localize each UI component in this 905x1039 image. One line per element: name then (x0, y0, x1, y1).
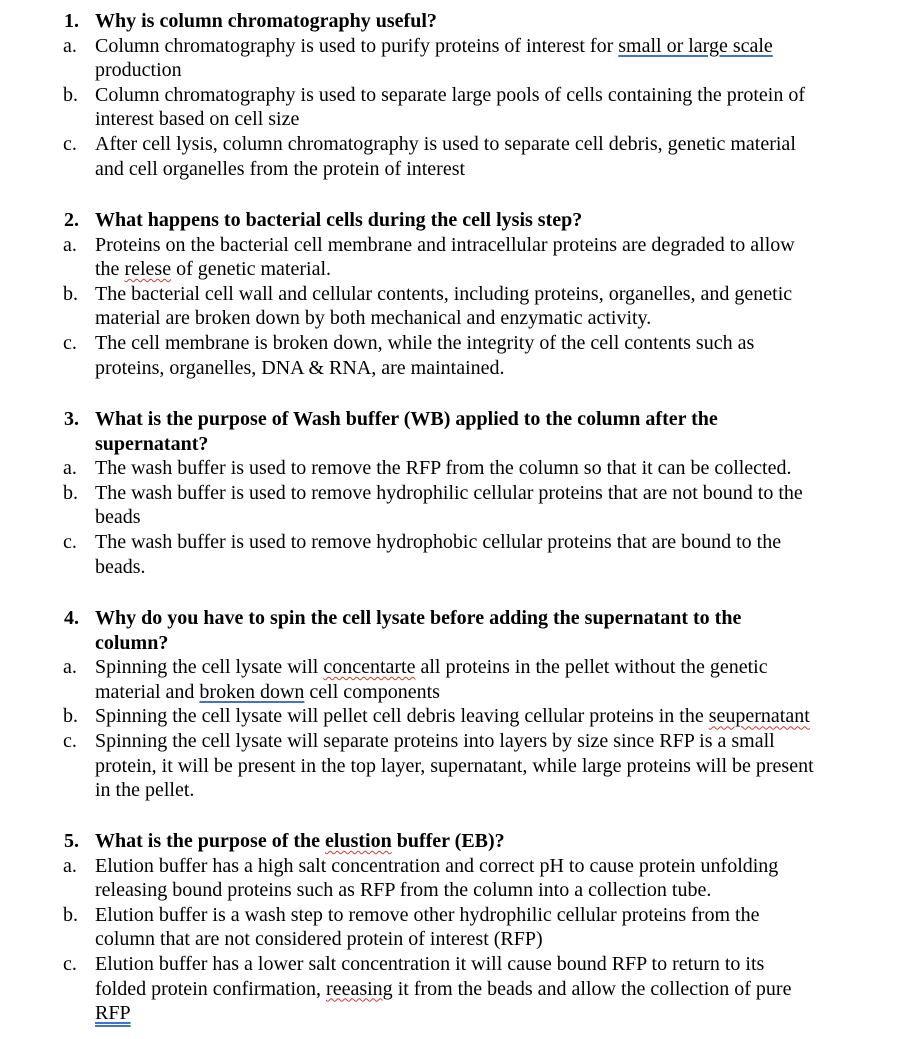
question-title: Why is column chromatography useful? (95, 10, 437, 32)
spelling-flag: concentarte (323, 656, 416, 679)
text-run: protein, it will be present in the top layer, supernatant, while large proteins will be present (95, 754, 814, 777)
option-text (95, 505, 141, 529)
option-text (95, 481, 803, 505)
text-run: folded protein confirmation, (95, 977, 327, 1000)
question-number: 4. (64, 607, 79, 629)
spelling-flag: elustion (325, 830, 392, 852)
text-run: Column chromatography is used to purify proteins of interest for (95, 34, 619, 57)
text-run: interest based on cell size (95, 108, 300, 131)
text-run: Proteins on the bacterial cell membrane and intracellular proteins are degraded to allow (95, 233, 795, 256)
text-run: Spinning the cell lysate will pellet cell debris leaving cellular proteins in the (95, 705, 709, 728)
text-run: of genetic material. (171, 258, 331, 281)
text-run: The wash buffer is used to remove hydrophilic cellular proteins that are not bound to the (95, 481, 803, 504)
text-run: production (95, 59, 182, 82)
option-text (95, 729, 775, 753)
spelling-flag: reeasing (326, 977, 393, 1000)
text-run: After cell lysis, column chromatography is used to separate cell debris, genetic material (95, 133, 796, 155)
text-run: proteins, organelles, DNA & RNA, are maintained. (95, 356, 505, 379)
text-run: Spinning the cell lysate will separate proteins into layers by size since RFP is a small (95, 730, 775, 752)
text-run: it from the beads and allow the collection of pure (392, 977, 792, 1000)
option-text (95, 903, 759, 927)
option-text (95, 282, 792, 306)
option-text (95, 58, 182, 82)
spelling-flag: relese (124, 258, 172, 281)
option-text (95, 356, 505, 380)
option-text (95, 854, 778, 878)
grammar-flag: broken down (199, 680, 305, 703)
text-run: beads. (95, 555, 146, 578)
text-run: Column chromatography is used to separate large pools of cells containing the protein of (95, 83, 806, 106)
option-text (95, 555, 146, 579)
text-run: Elution buffer has a high salt concentration and correct pH to cause protein unfolding (95, 854, 779, 877)
option-text (95, 680, 440, 704)
text-run: The cell membrane is broken down, while the integrity of the cell contents such as (95, 332, 755, 354)
option-text (95, 107, 299, 131)
text-run: column that are not considered protein of interest (RFP) (95, 928, 543, 951)
option-text (95, 977, 791, 1001)
option-text (95, 257, 331, 281)
option-text (95, 83, 805, 107)
option-text (95, 132, 796, 156)
question-number: 2. (64, 209, 79, 231)
option-text (95, 331, 754, 355)
option-letter: a. (63, 457, 77, 480)
text-run: in the pellet. (95, 779, 195, 802)
option-text (95, 456, 792, 480)
question-title: supernatant? (95, 432, 209, 455)
text-run: all proteins in the pellet without the genetic (415, 656, 768, 679)
text-run: the (95, 258, 125, 281)
question-title: column? (95, 631, 169, 654)
grammar-flag: RFP (95, 1002, 131, 1025)
text-run: The wash buffer is used to remove hydrophobic cellular proteins that are bound to the (95, 531, 782, 553)
question-number: 5. (64, 830, 79, 852)
option-text (95, 952, 764, 976)
option-text (95, 306, 651, 330)
option-letter: b. (63, 282, 78, 305)
question-number: 1. (64, 10, 79, 32)
option-letter: a. (63, 34, 77, 57)
text-run: Spinning the cell lysate will (95, 656, 324, 679)
option-letter: c. (63, 531, 77, 553)
option-letter: b. (63, 83, 78, 106)
option-letter: c. (63, 133, 77, 155)
option-letter: c. (63, 730, 77, 752)
option-text (95, 778, 194, 802)
text-run: beads (95, 506, 141, 529)
question-number: 3. (64, 408, 79, 430)
text-run: The bacterial cell wall and cellular contents, including proteins, organelles, and genetic (95, 282, 793, 305)
question-title: Why do you have to spin the cell lysate before adding the supernatant to the (95, 607, 742, 629)
text-run: buffer (EB)? (391, 830, 505, 852)
question-title: What is the purpose of Wash buffer (WB) applied to the column after the (95, 408, 718, 430)
text-run: What is the purpose of the (95, 830, 326, 852)
text-run: The wash buffer is used to remove the RFP from the column so that it can be collected. (95, 457, 792, 480)
option-letter: a. (63, 656, 77, 679)
option-text (95, 530, 781, 554)
option-text (95, 233, 795, 257)
option-letter: b. (63, 481, 78, 504)
option-letter: c. (63, 332, 77, 354)
option-letter: c. (63, 953, 77, 975)
grammar-flag: small or large scale (618, 34, 773, 57)
text-run: material and (95, 680, 200, 703)
text-run: cell components (304, 680, 440, 703)
text-run: releasing bound proteins such as RFP from the column into a collection tube. (95, 879, 712, 902)
question-title: What happens to bacterial cells during the cell lysis step? (95, 209, 583, 231)
option-text (95, 157, 465, 181)
option-letter: b. (63, 705, 78, 728)
option-text (95, 927, 543, 951)
text-run: and cell organelles from the protein of interest (95, 157, 466, 180)
option-text (95, 34, 773, 58)
option-letter: a. (63, 233, 77, 256)
text-run: Elution buffer has a lower salt concentration it will cause bound RFP to return to its (95, 953, 765, 975)
option-letter: b. (63, 903, 78, 926)
spelling-flag: seupernatant (708, 705, 810, 728)
option-text (95, 878, 711, 902)
option-letter: a. (63, 854, 77, 877)
option-text (95, 704, 810, 728)
option-text (95, 1001, 131, 1025)
option-text (95, 754, 814, 778)
option-text (95, 655, 768, 679)
question-title (95, 829, 505, 853)
text-run: Elution buffer is a wash step to remove other hydrophilic cellular proteins from the (95, 903, 760, 926)
text-run: material are broken down by both mechanical and enzymatic activity. (95, 307, 652, 330)
